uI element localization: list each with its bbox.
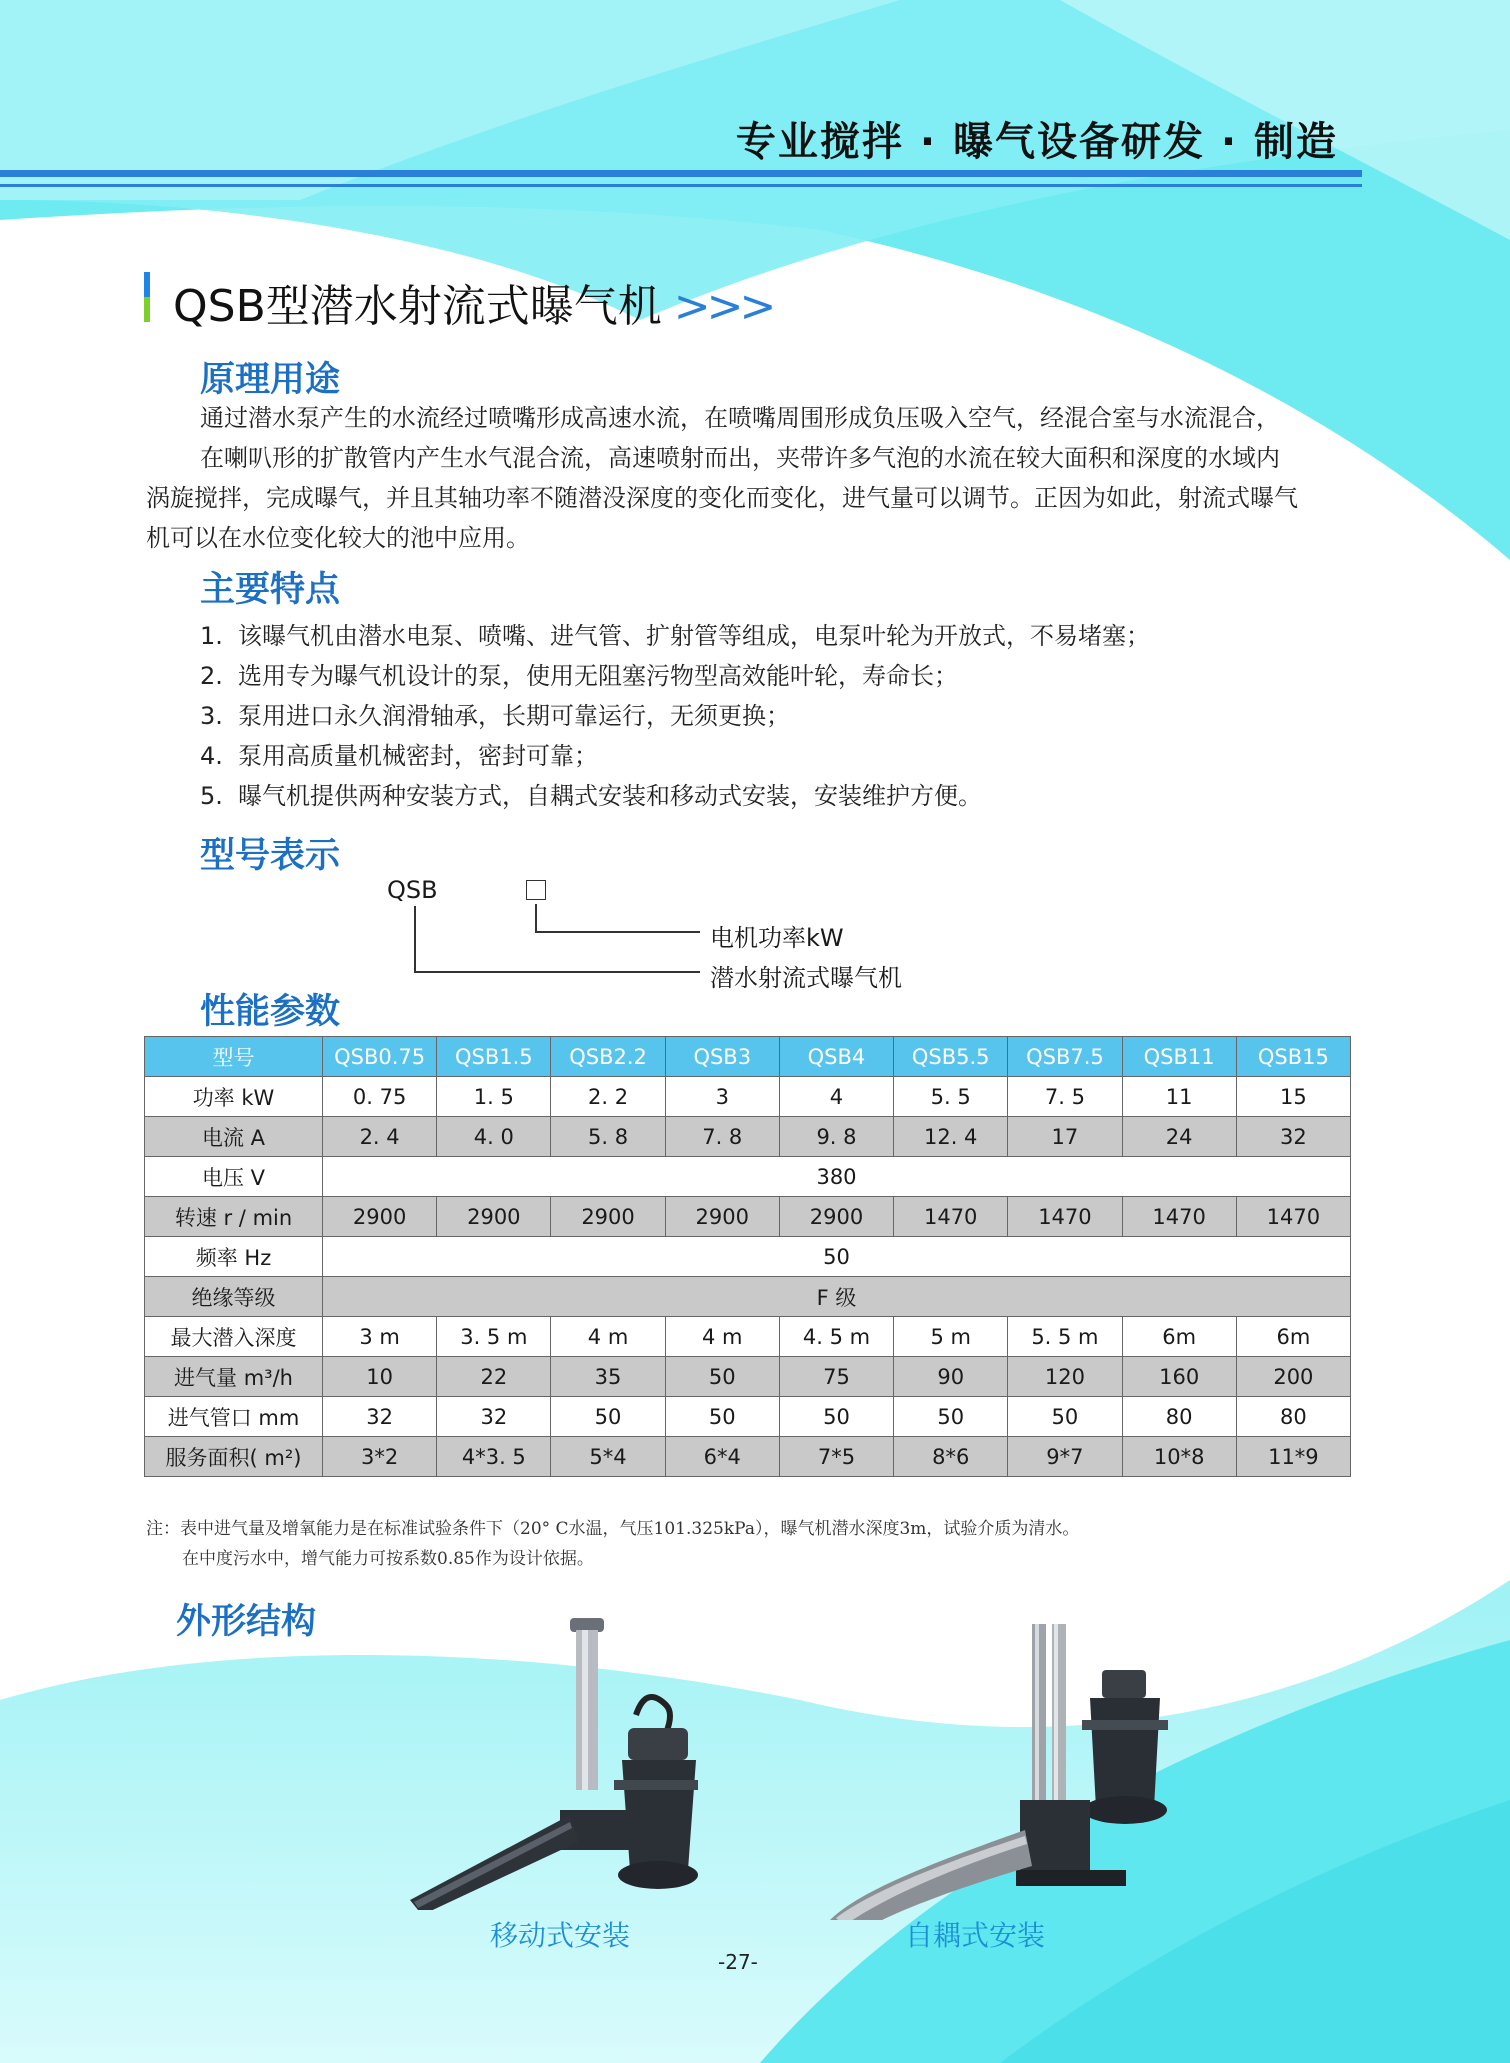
table-row-label: 进气量 m³/h (145, 1357, 323, 1397)
table-cell: 32 (437, 1397, 551, 1437)
section-heading-principle: 原理用途 (200, 360, 341, 400)
page-title-text: QSB型潜水射流式曝气机 (173, 281, 662, 332)
table-cell: 5 m (894, 1317, 1008, 1357)
section-heading-model: 型号表示 (200, 836, 341, 876)
table-header-cell: QSB7.5 (1008, 1037, 1122, 1077)
table-cell: 5. 5 (894, 1077, 1008, 1117)
table-cell: 50 (665, 1357, 779, 1397)
principle-line: 涡旋搅拌，完成曝气，并且其轴功率不随潜没深度的变化而变化，进气量可以调节。正因为如此，射流式曝气 (146, 484, 1298, 512)
table-cell: 380 (323, 1157, 1351, 1197)
table-cell: 4*3. 5 (437, 1437, 551, 1477)
table-cell: 2900 (323, 1197, 437, 1237)
table-row-label: 电压 V (145, 1157, 323, 1197)
model-prefix: QSB (387, 876, 438, 904)
table-cell: 6m (1236, 1317, 1350, 1357)
table-cell: 50 (1008, 1397, 1122, 1437)
table-cell: 50 (665, 1397, 779, 1437)
table-cell: 2900 (779, 1197, 893, 1237)
table-cell: 50 (779, 1397, 893, 1437)
section-heading-features: 主要特点 (200, 570, 341, 610)
table-cell: 35 (551, 1357, 665, 1397)
table-row (145, 1157, 1351, 1197)
table-cell: 3 (665, 1077, 779, 1117)
list-item: 4. 泵用高质量机械密封，密封可靠； (200, 742, 598, 770)
note-line: 在中度污水中，增气能力可按系数0.85作为设计依据。 (182, 1549, 594, 1569)
table-row-label: 最大潜入深度 (145, 1317, 323, 1357)
table-cell: 4. 0 (437, 1117, 551, 1157)
auto-coupling-aerator-image (820, 1620, 1190, 1920)
table-cell: 6m (1122, 1317, 1236, 1357)
table-cell: 8*6 (894, 1437, 1008, 1477)
table-row (145, 1197, 1351, 1237)
table-cell: 80 (1236, 1397, 1350, 1437)
table-cell: 1470 (1122, 1197, 1236, 1237)
table-cell: 5*4 (551, 1437, 665, 1477)
performance-table (144, 1036, 1351, 1477)
table-row (145, 1317, 1351, 1357)
table-row (145, 1357, 1351, 1397)
table-cell: 4 (779, 1077, 893, 1117)
principle-line: 通过潜水泵产生的水流经过喷嘴形成高速水流，在喷嘴周围形成负压吸入空气，经混合室与水流混合， (200, 404, 1280, 432)
table-cell: 2. 2 (551, 1077, 665, 1117)
principle-paragraph (146, 398, 1356, 558)
table-cell: 1470 (1236, 1197, 1350, 1237)
table-cell: 120 (1008, 1357, 1122, 1397)
table-row-label: 频率 Hz (145, 1237, 323, 1277)
table-cell: 80 (1122, 1397, 1236, 1437)
table-cell: 50 (894, 1397, 1008, 1437)
page-number: -27- (718, 1950, 758, 1974)
table-header-cell: QSB15 (1236, 1037, 1350, 1077)
table-row (145, 1437, 1351, 1477)
table-row-label: 转速 r / min (145, 1197, 323, 1237)
table-cell: 10*8 (1122, 1437, 1236, 1477)
table-note (146, 1514, 1079, 1574)
table-cell: 50 (323, 1237, 1351, 1277)
table-header-cell: QSB11 (1122, 1037, 1236, 1077)
table-body (145, 1077, 1351, 1477)
table-cell: 7. 8 (665, 1117, 779, 1157)
table-row-label: 进气管口 mm (145, 1397, 323, 1437)
model-placeholder-box (526, 880, 546, 900)
table-cell: 0. 75 (323, 1077, 437, 1117)
table-cell: 17 (1008, 1117, 1122, 1157)
table-header-row (145, 1037, 1351, 1077)
table-row (145, 1237, 1351, 1277)
table-row (145, 1277, 1351, 1317)
table-cell: 1470 (894, 1197, 1008, 1237)
model-label-power: 电机功率kW (710, 924, 844, 952)
mobile-aerator-image (400, 1610, 730, 1910)
table-cell: 22 (437, 1357, 551, 1397)
table-cell: 5. 5 m (1008, 1317, 1122, 1357)
header-rule-thin (0, 184, 1362, 187)
table-cell: 7. 5 (1008, 1077, 1122, 1117)
table-cell: 10 (323, 1357, 437, 1397)
table-cell: 50 (551, 1397, 665, 1437)
section-heading-performance: 性能参数 (200, 992, 341, 1032)
table-cell: 2. 4 (323, 1117, 437, 1157)
table-cell: 1. 5 (437, 1077, 551, 1117)
table-cell: 2900 (551, 1197, 665, 1237)
table-cell: 9*7 (1008, 1437, 1122, 1477)
table-cell: F 级 (323, 1277, 1351, 1317)
table-cell: 7*5 (779, 1437, 893, 1477)
table-cell: 15 (1236, 1077, 1350, 1117)
table-cell: 2900 (437, 1197, 551, 1237)
chevron-right-icon: >>> (673, 281, 773, 332)
page-title (173, 270, 772, 334)
table-cell: 160 (1122, 1357, 1236, 1397)
caption-mobile-install: 移动式安装 (490, 1919, 631, 1952)
table-header-cell: QSB0.75 (323, 1037, 437, 1077)
table-header-cell: QSB5.5 (894, 1037, 1008, 1077)
table-cell: 90 (894, 1357, 1008, 1397)
caption-auto-coupling-install: 自耦式安装 (905, 1919, 1046, 1952)
model-label-type: 潜水射流式曝气机 (710, 964, 902, 992)
table-cell: 2900 (665, 1197, 779, 1237)
list-item: 5. 曝气机提供两种安装方式，自耦式安装和移动式安装，安装维护方便。 (200, 782, 982, 810)
table-cell: 9. 8 (779, 1117, 893, 1157)
table-header-cell: QSB4 (779, 1037, 893, 1077)
table-row (145, 1077, 1351, 1117)
table-row (145, 1397, 1351, 1437)
table-cell: 32 (323, 1397, 437, 1437)
title-accent-bar (144, 272, 150, 322)
list-item: 1. 该曝气机由潜水电泵、喷嘴、进气管、扩射管等组成，电泵叶轮为开放式，不易堵塞； (200, 622, 1150, 650)
table-cell: 6*4 (665, 1437, 779, 1477)
principle-line: 在喇叭形的扩散管内产生水气混合流，高速喷射而出，夹带许多气泡的水流在较大面积和深度的水域内 (200, 444, 1280, 472)
table-cell: 200 (1236, 1357, 1350, 1397)
table-cell: 5. 8 (551, 1117, 665, 1157)
list-item: 2. 选用专为曝气机设计的泵，使用无阻塞污物型高效能叶轮，寿命长； (200, 662, 958, 690)
table-cell: 3 m (323, 1317, 437, 1357)
header-rule (0, 170, 1362, 177)
table-row-label: 绝缘等级 (145, 1277, 323, 1317)
table-cell: 3*2 (323, 1437, 437, 1477)
list-item: 3. 泵用进口永久润滑轴承，长期可靠运行，无须更换； (200, 702, 790, 730)
table-header-cell: QSB3 (665, 1037, 779, 1077)
section-heading-structure: 外形结构 (176, 1602, 317, 1642)
table-cell: 1470 (1008, 1197, 1122, 1237)
header-slogan: 专业搅拌 · 曝气设备研发 · 制造 (735, 119, 1338, 165)
note-line: 注：表中进气量及增氧能力是在标准试验条件下（20° C水温，气压101.325kPa），曝气机潜水深度3m，试验介质为清水。 (146, 1519, 1080, 1539)
table-cell: 24 (1122, 1117, 1236, 1157)
table-row-label: 服务面积( m²) (145, 1437, 323, 1477)
table-cell: 75 (779, 1357, 893, 1397)
features-list (200, 616, 1150, 816)
table-cell: 4 m (551, 1317, 665, 1357)
table-cell: 3. 5 m (437, 1317, 551, 1357)
table-cell: 4 m (665, 1317, 779, 1357)
table-row (145, 1117, 1351, 1157)
table-cell: 32 (1236, 1117, 1350, 1157)
principle-line: 机可以在水位变化较大的池中应用。 (146, 524, 530, 552)
table-header-cell: 型号 (145, 1037, 323, 1077)
table-header-cell: QSB2.2 (551, 1037, 665, 1077)
table-row-label: 功率 kW (145, 1077, 323, 1117)
table-cell: 4. 5 m (779, 1317, 893, 1357)
table-cell: 11 (1122, 1077, 1236, 1117)
table-cell: 11*9 (1236, 1437, 1350, 1477)
table-row-label: 电流 A (145, 1117, 323, 1157)
table-cell: 12. 4 (894, 1117, 1008, 1157)
table-header-cell: QSB1.5 (437, 1037, 551, 1077)
